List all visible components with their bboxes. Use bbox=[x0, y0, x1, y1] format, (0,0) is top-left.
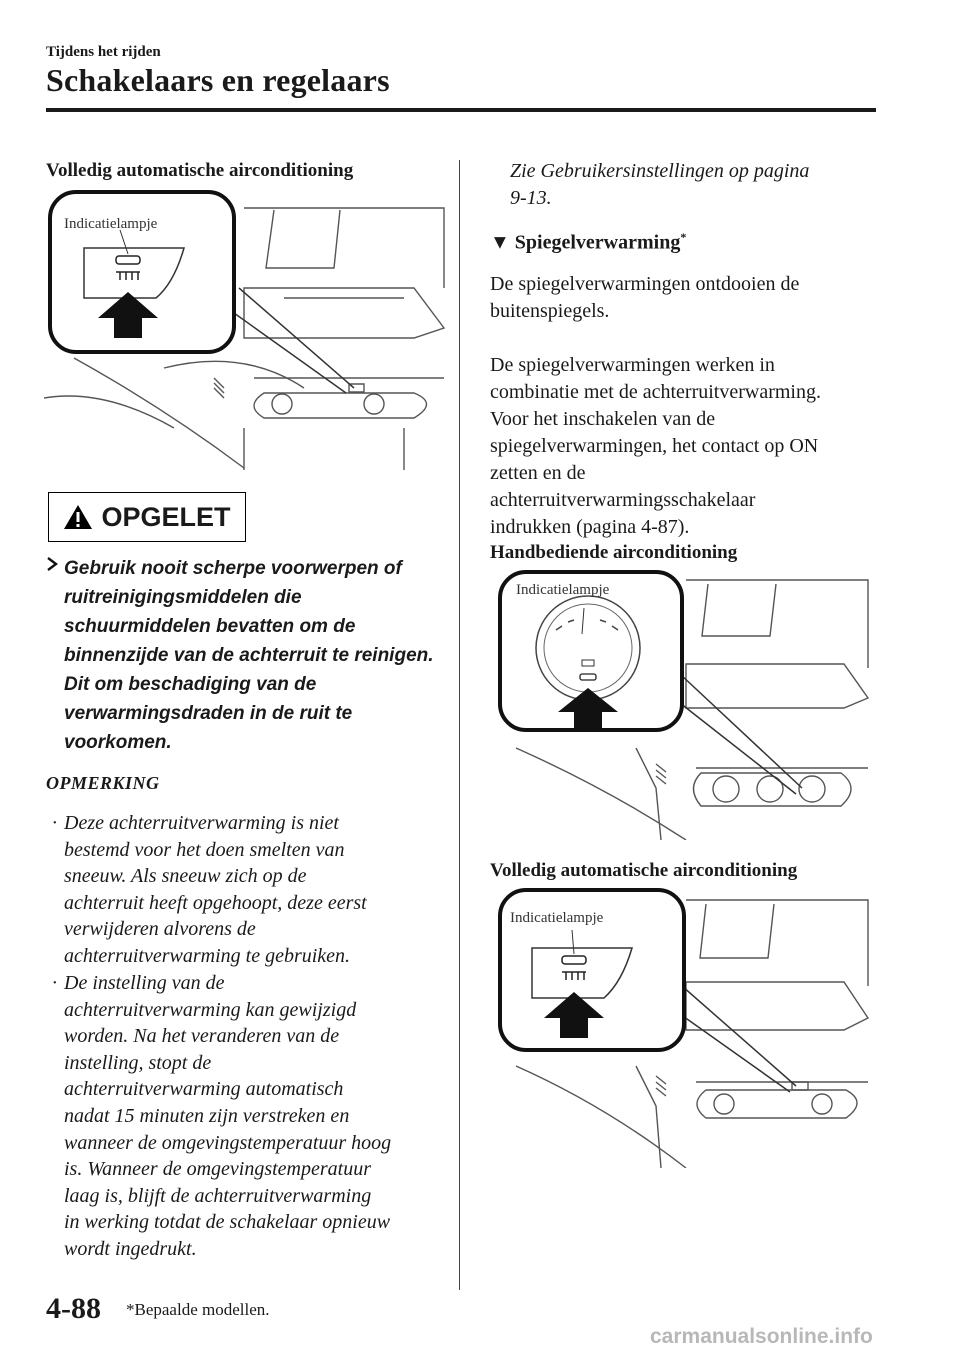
note-line: De instelling van de bbox=[64, 972, 225, 994]
page-number: 4-88 bbox=[46, 1292, 101, 1325]
note-line: in werking totdat de schakelaar opnieuw bbox=[64, 1211, 391, 1234]
paragraph-line: combinatie met de achterruitverwarming. bbox=[490, 381, 821, 403]
caution-line: voorkomen. bbox=[64, 732, 172, 753]
illustration-label: Indicatielampje bbox=[510, 910, 604, 926]
note-line: instelling, stopt de bbox=[64, 1051, 212, 1074]
illustration-manual-aircon bbox=[496, 568, 876, 840]
illustration-auto-aircon-left bbox=[44, 188, 450, 470]
note-heading: OPMERKING bbox=[46, 773, 160, 793]
caution-label: OPGELET bbox=[101, 501, 231, 532]
caution-line: verwarmingsdraden in de ruit te bbox=[64, 703, 353, 724]
bullet-dot: · bbox=[52, 972, 57, 994]
header-rule bbox=[46, 108, 876, 112]
note-line: laag is, blijft de achterruitverwarming bbox=[64, 1184, 372, 1207]
note-bullet-1 bbox=[52, 810, 448, 970]
illustration-label: Indicatielampje bbox=[516, 582, 610, 598]
watermark: carmanualsonline.info bbox=[650, 1325, 873, 1348]
caution-line: binnenzijde van de achterruit te reinigen. bbox=[64, 645, 434, 666]
column-divider bbox=[459, 160, 460, 1290]
footnote: *Bepaalde modellen. bbox=[126, 1300, 270, 1319]
note-line: worden. Na het veranderen van de bbox=[64, 1025, 340, 1048]
section-marker-icon: ▼ bbox=[490, 231, 510, 254]
continuation-line: Zie Gebruikersinstellingen op pagina bbox=[510, 160, 810, 182]
chapter-label: Tijdens het rijden bbox=[46, 44, 161, 60]
continuation-line: 9-13. bbox=[510, 187, 552, 209]
bullet-dot: · bbox=[52, 812, 57, 834]
caution-box bbox=[48, 492, 246, 542]
note-line: achterruit heeft opgehoopt, deze eerst bbox=[64, 891, 367, 914]
section-asterisk: * bbox=[680, 230, 687, 244]
section-title: Spiegelverwarming bbox=[514, 231, 681, 254]
warning-triangle-icon bbox=[63, 504, 93, 530]
illustration-auto-aircon-right bbox=[496, 886, 876, 1168]
paragraph-1 bbox=[490, 271, 890, 325]
note-line: wordt ingedrukt. bbox=[64, 1237, 197, 1260]
note-line: achterruitverwarming te gebruiken. bbox=[64, 944, 351, 967]
caution-text bbox=[64, 554, 444, 757]
heading-auto-aircon-left: Volledig automatische airconditioning bbox=[46, 160, 354, 181]
paragraph-line: De spiegelverwarmingen ontdooien de bbox=[490, 273, 800, 295]
paragraph-2 bbox=[490, 352, 900, 541]
note-bullet-2 bbox=[52, 970, 448, 1263]
note-line: sneeuw. Als sneeuw zich op de bbox=[64, 865, 307, 888]
caution-arrow bbox=[46, 556, 60, 577]
illustration-label: Indicatielampje bbox=[64, 216, 158, 232]
caution-line: Gebruik nooit scherpe voorwerpen of bbox=[64, 558, 402, 579]
note-line: Deze achterruitverwarming is niet bbox=[64, 812, 339, 834]
note-line: achterruitverwarming automatisch bbox=[64, 1078, 344, 1101]
paragraph-line: zetten en de bbox=[490, 462, 586, 484]
paragraph-line: indrukken (pagina 4-87). bbox=[490, 516, 690, 538]
note-line: bestemd voor het doen smelten van bbox=[64, 838, 345, 861]
paragraph-line: spiegelverwarmingen, het contact op ON bbox=[490, 435, 819, 457]
note-line: achterruitverwarming kan gewijzigd bbox=[64, 998, 357, 1021]
paragraph-line: Voor het inschakelen van de bbox=[490, 408, 716, 430]
note-line: nadat 15 minuten zijn verstreken en bbox=[64, 1104, 350, 1127]
note-line: wanneer de omgevingstemperatuur hoog bbox=[64, 1131, 392, 1154]
paragraph-line: buitenspiegels. bbox=[490, 300, 610, 322]
arrow-right-icon bbox=[46, 556, 60, 572]
section-heading bbox=[490, 230, 686, 255]
caution-line: Dit om beschadiging van de bbox=[64, 674, 317, 695]
note-line: verwijderen alvorens de bbox=[64, 918, 256, 941]
paragraph-line: achterruitverwarmingsschakelaar bbox=[490, 489, 756, 511]
caution-line: ruitreinigingsmiddelen die bbox=[64, 587, 302, 608]
note-line: is. Wanneer de omgevingstemperatuur bbox=[64, 1158, 371, 1181]
continuation-text bbox=[510, 158, 910, 212]
heading-auto-aircon-right: Volledig automatische airconditioning bbox=[490, 860, 798, 881]
page-title: Schakelaars en regelaars bbox=[46, 62, 390, 98]
paragraph-line: De spiegelverwarmingen werken in bbox=[490, 354, 775, 376]
caution-line: schuurmiddelen bevatten om de bbox=[64, 616, 356, 637]
heading-manual-aircon: Handbediende airconditioning bbox=[490, 542, 738, 563]
